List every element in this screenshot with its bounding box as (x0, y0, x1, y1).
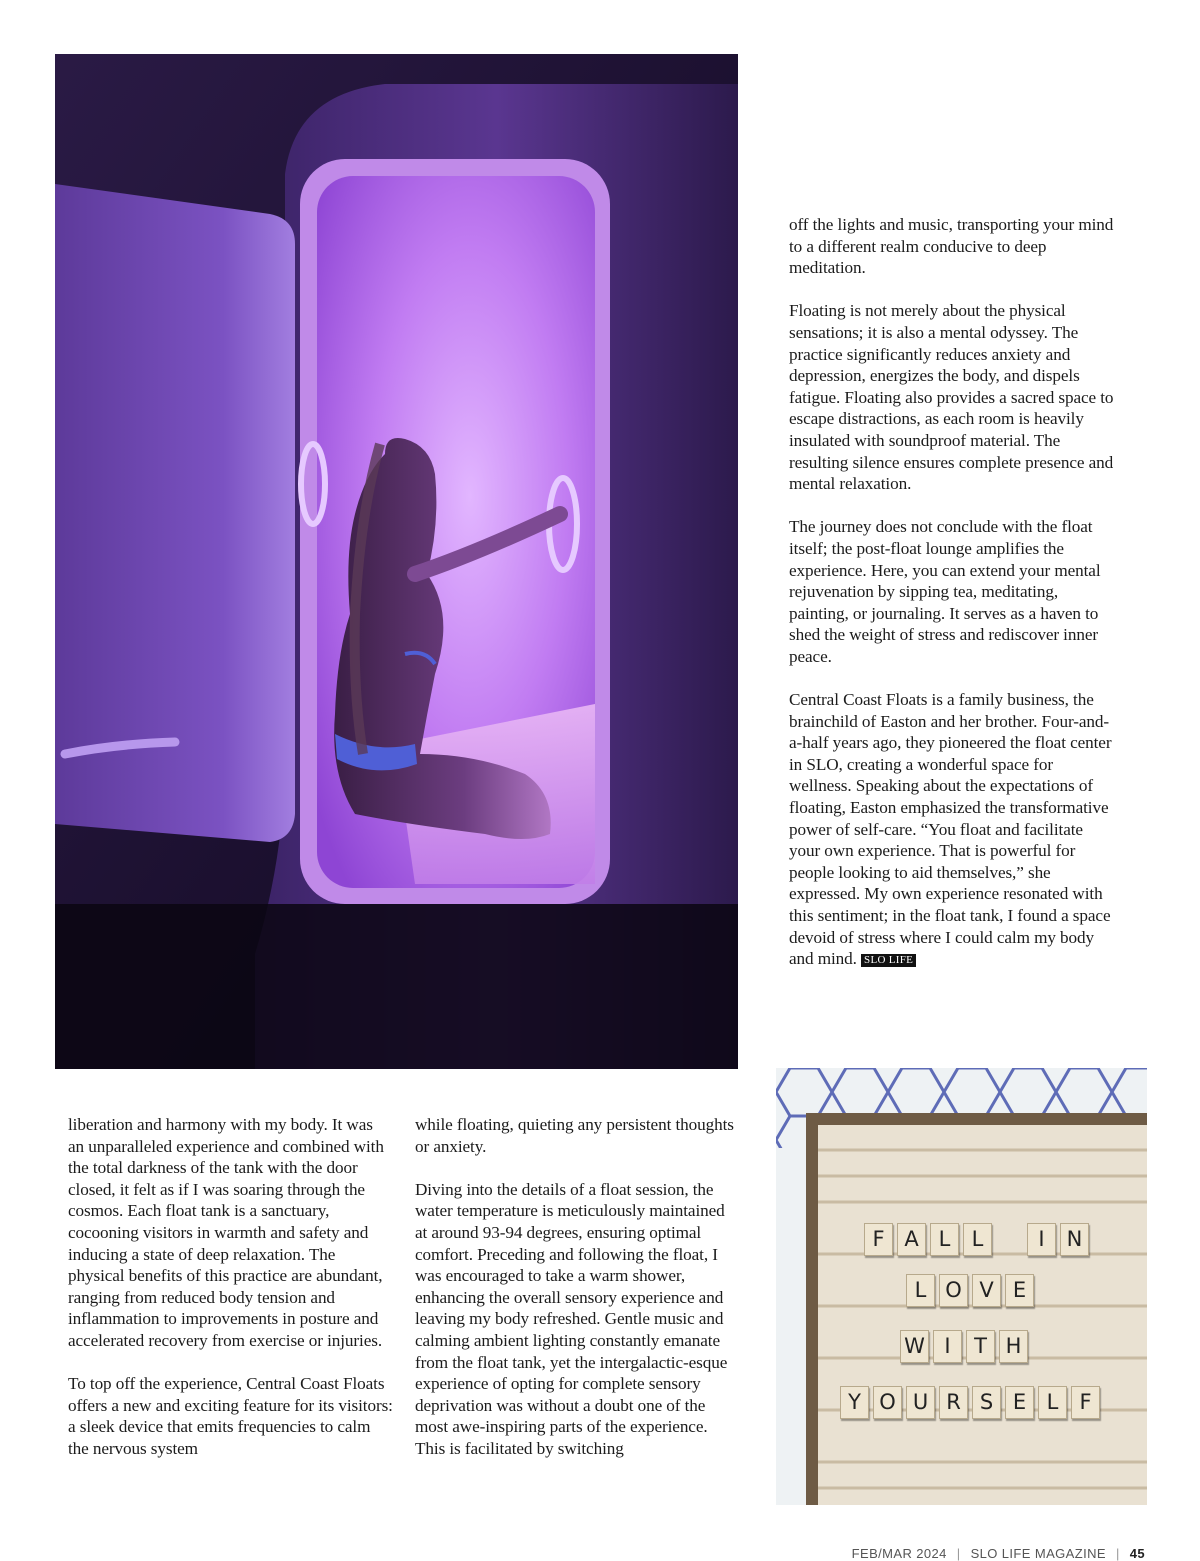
page-number: 45 (1129, 1546, 1145, 1561)
article-column-right (789, 214, 1114, 970)
board-row-love: L O V E (906, 1274, 1034, 1307)
paragraph: The journey does not conclude with the float itself; the post-float lounge amplifies the experience. Here, you can extend your mental rejuvenation by sipping tea, meditating, painting, or journaling. It serves as a haven to shed the weight of stress and rediscover inner peace. (789, 517, 1101, 666)
paragraph: Diving into the details of a float session, the water temperature is meticulously maintained at around 93-94 degrees, ensuring optimal comfort. Preceding and following the float, I was encouraged to take a warm shower, enhancing the overall sensory experience and leaving my body refreshed. Gentle music and calming ambient lighting constantly emanate from the float tank, yet the intergalactic-esque experience of opting for complete sensory deprivation was without a doubt one of the most awe-inspiring parts of the experience. This is facilitated by switching (415, 1179, 728, 1458)
letter-board-words (776, 1068, 1147, 1505)
paragraph-text: Central Coast Floats is a family business, the brainchild of Easton and her brother. Four-and-a-half years ago, they pioneered the float center in SLO, creating a wonderful space for wellness. Speaking about the expectations of floating, Easton emphasized the transformative power of self-care. “You float and facilitate your own experience. That is powerful for people looking to aid themselves,” she expressed. My own experience resonated with this sentiment; in the float tank, I found a space devoid of stress where I could calm my body and mind. (789, 690, 1112, 969)
float-tank-photo (55, 54, 738, 1069)
footer-separator: | (956, 1546, 961, 1561)
paragraph: To top off the experience, Central Coast Floats offers a new and exciting feature for its visitors: a sleek device that emits frequencies to calm the nervous system (68, 1374, 393, 1458)
article-column-left (68, 1114, 393, 1460)
board-row-with: W I T H (900, 1330, 1028, 1363)
issue-date: FEB/MAR 2024 (851, 1546, 947, 1561)
footer-separator: | (1115, 1546, 1120, 1561)
float-tank-illustration (55, 54, 738, 1069)
board-row-yourself: Y O U R S E L F (840, 1386, 1100, 1419)
page-footer (852, 1546, 1145, 1561)
paragraph: off the lights and music, transporting your mind to a different realm conducive to deep meditation. (789, 215, 1114, 278)
board-row-fall-in: F A L L I N (864, 1223, 1089, 1256)
paragraph: while floating, quieting any persistent thoughts or anxiety. (415, 1115, 734, 1156)
magazine-name: SLO LIFE MAGAZINE (970, 1546, 1106, 1561)
letter-board-photo (776, 1068, 1147, 1505)
end-mark: SLO LIFE (861, 954, 916, 967)
paragraph: Floating is not merely about the physical sensations; it is also a mental odyssey. The practice significantly reduces anxiety and depression, energizes the body, and dispels fatigue. Floating also provides a sacred space to escape distractions, as each room is heavily insulated with soundproof material. The resulting silence ensures complete presence and mental relaxation. (789, 301, 1114, 494)
paragraph-last (789, 689, 1114, 970)
article-column-middle (415, 1114, 740, 1460)
paragraph: liberation and harmony with my body. It was an unparalleled experience and combined with the total darkness of the tank with the door closed, it felt as if I was soaring through the cosmos. Each float tank is a sanctuary, cocooning visitors in warmth and safety and inducing a state of deep relaxation. The physical benefits of this practice are abundant, ranging from reduced body tension and inflammation to improvements in posture and accelerated recovery from exercise or injuries. (68, 1115, 384, 1350)
